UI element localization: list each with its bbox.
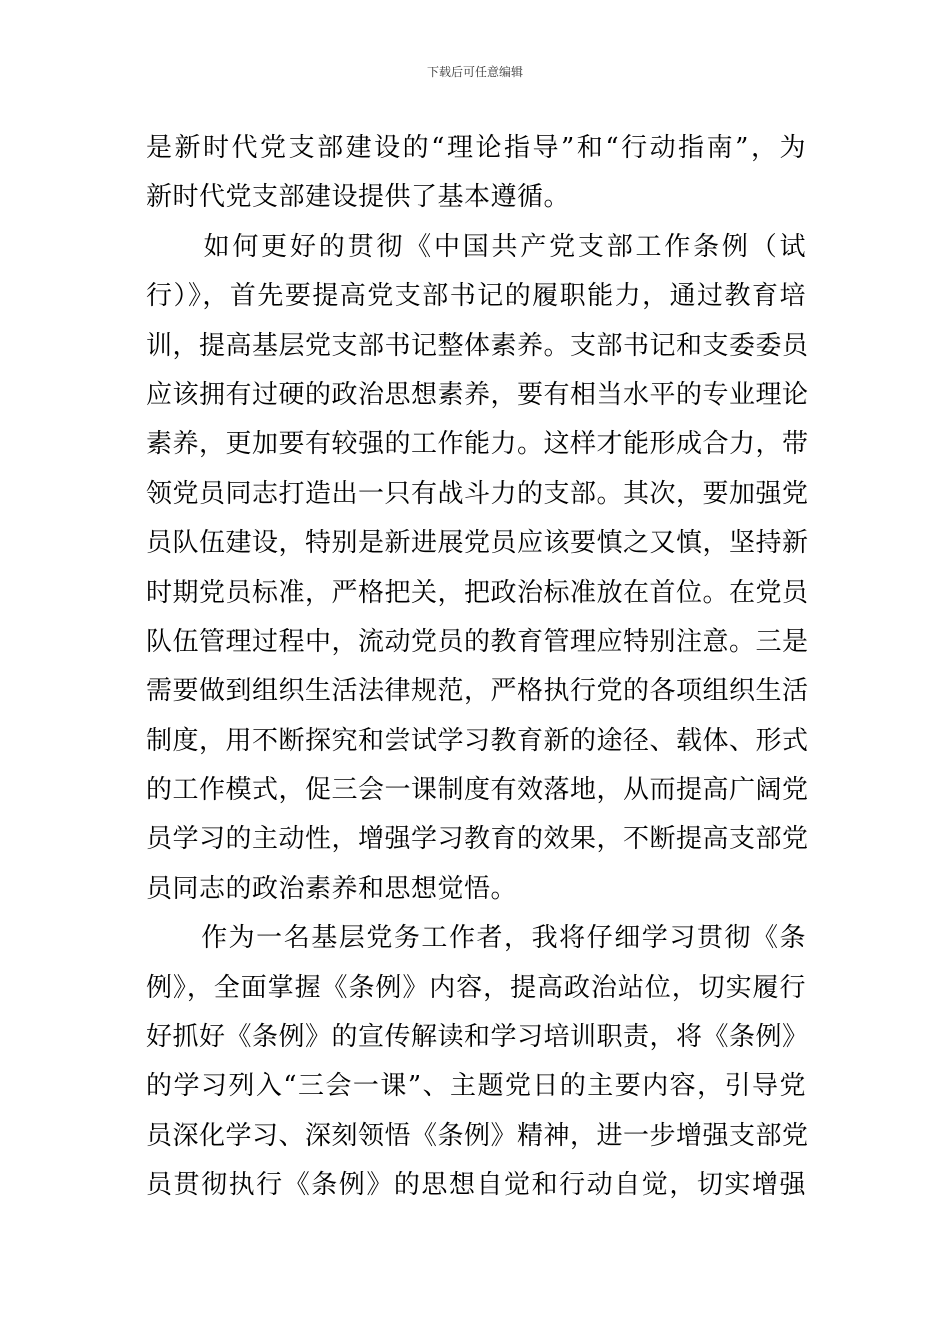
text-line: 员学习的主动性，增强学习教育的效果，不断提高支部党 [146, 824, 809, 855]
text-line: 员队伍建设，特别是新进展党员应该要慎之又慎，坚持新 [146, 528, 809, 559]
body-text [146, 124, 809, 1211]
text-line: 需要做到组织生活法律规范，严格执行党的各项组织生活 [146, 676, 809, 707]
text-line: 员深化学习、深刻领悟《条例》精神，进一步增强支部党 [146, 1120, 809, 1151]
text-line: 素养，更加要有较强的工作能力。这样才能形成合力，带 [146, 429, 809, 460]
paragraph-2 [146, 223, 809, 914]
text-line: 的工作模式，促三会一课制度有效落地，从而提高广阔党 [146, 775, 809, 806]
text-line: 队伍管理过程中，流动党员的教育管理应特别注意。三是 [146, 626, 809, 657]
text-line: 训，提高基层党支部书记整体素养。支部书记和支委委员 [146, 330, 809, 361]
text-line: 作为一名基层党务工作者，我将仔细学习贯彻《条 [146, 923, 806, 954]
text-line: 行）》，首先要提高党支部书记的履职能力，通过教育培 [146, 281, 806, 312]
text-line: 应该拥有过硬的政治思想素养，要有相当水平的专业理论 [146, 379, 809, 410]
paragraph-1 [146, 124, 806, 223]
text-line: 员贯彻执行《条例》的思想自觉和行动自觉，切实增强 [146, 1170, 806, 1201]
text-line: 新时代党支部建设提供了基本遵循。 [146, 182, 571, 213]
text-line: 是新时代党支部建设的“理论指导”和“行动指南”，为 [146, 133, 806, 163]
text-line: 好抓好《条例》的宣传解读和学习培训职责，将《条例》 [146, 1022, 809, 1053]
text-line: 领党员同志打造出一只有战斗力的支部。其次，要加强党 [146, 478, 809, 509]
text-line: 制度，用不断探究和尝试学习教育新的途径、载体、形式 [146, 725, 809, 756]
text-line: 员同志的政治素养和思想觉悟。 [146, 873, 518, 904]
text-line: 时期党员标准，严格把关，把政治标准放在首位。在党员 [146, 577, 809, 608]
page-header: 下载后可任意编辑 [426, 65, 523, 79]
text-line: 例》，全面掌握《条例》内容，提高政治站位，切实履行 [146, 972, 806, 1003]
paragraph-3 [146, 914, 809, 1210]
text-line: 的学习列入“三会一课”、主题党日的主要内容，引导党 [146, 1071, 806, 1102]
text-line: 如何更好的贯彻《中国共产党支部工作条例（试 [146, 231, 806, 262]
